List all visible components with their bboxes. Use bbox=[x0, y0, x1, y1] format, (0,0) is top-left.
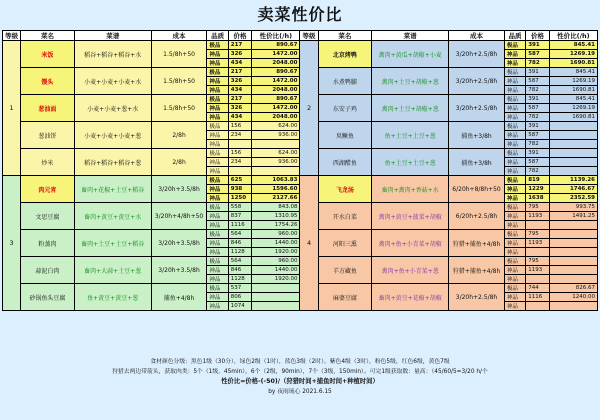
table-row bbox=[3, 41, 598, 50]
price-cell: 537 bbox=[228, 284, 252, 293]
recipe-cell: 畜肉+花椒+土豆+稻谷 bbox=[74, 176, 151, 203]
dish-name: 开水白菜 bbox=[318, 203, 372, 230]
recipe-cell: 小麦+小麦+葱+水 bbox=[74, 95, 151, 122]
cost-cell: 1.5/8h+50 bbox=[151, 41, 207, 68]
price-cell: 587 bbox=[526, 50, 550, 59]
quality-label: 神品 bbox=[207, 113, 228, 122]
price-cell: 1193 bbox=[526, 266, 550, 275]
value-cell: 1491.25 bbox=[549, 212, 597, 221]
quality-label: 神品 bbox=[504, 221, 525, 230]
quality-label: 神品 bbox=[504, 59, 525, 68]
quality-label: 神品 bbox=[504, 140, 525, 149]
table-body bbox=[3, 41, 598, 311]
quality-label: 神品 bbox=[207, 86, 228, 95]
price-cell: 938 bbox=[228, 185, 252, 194]
price-cell: 391 bbox=[526, 41, 550, 50]
dish-name: 飞龙汤 bbox=[318, 176, 372, 203]
header-quality: 品质 bbox=[504, 31, 525, 41]
cost-cell: 3/20h+2.5/8h bbox=[449, 284, 505, 311]
price-cell: 391 bbox=[526, 95, 550, 104]
value-cell bbox=[549, 266, 597, 275]
cost-cell: 3/20h+4/8h+50 bbox=[151, 203, 207, 230]
value-cell bbox=[549, 122, 597, 131]
cost-cell: 捕鱼+3/8h bbox=[449, 122, 505, 149]
value-cell: 2352.59 bbox=[549, 194, 597, 203]
dish-name: 炒米 bbox=[21, 149, 75, 176]
value-cell bbox=[549, 257, 597, 266]
value-cell: 1440.00 bbox=[252, 239, 300, 248]
value-cell: 1063.83 bbox=[252, 176, 300, 185]
cost-cell: 捕鱼+4/8h bbox=[151, 284, 207, 311]
dish-name: 文思豆腐 bbox=[21, 203, 75, 230]
value-cell bbox=[549, 239, 597, 248]
price-cell: 234 bbox=[228, 131, 252, 140]
price-cell: 587 bbox=[526, 158, 550, 167]
price-cell: 587 bbox=[526, 131, 550, 140]
recipe-cell: 小麦+小麦+小麦+水 bbox=[74, 68, 151, 95]
grade-cell: 1 bbox=[3, 41, 21, 176]
quality-label: 极品 bbox=[207, 122, 228, 131]
price-cell: 1193 bbox=[526, 239, 550, 248]
recipe-cell: 鱼+黄豆+黄豆+葱 bbox=[74, 284, 151, 311]
value-cell: 993.75 bbox=[549, 203, 597, 212]
dish-name: 葱油饼 bbox=[21, 122, 75, 149]
footer-author: by 夜雨琉心 2021.6.15 bbox=[268, 389, 332, 395]
header-quality: 品质 bbox=[207, 31, 228, 41]
recipe-cell: 小麦+小麦+小麦+葱 bbox=[74, 122, 151, 149]
quality-label: 极品 bbox=[207, 41, 228, 50]
quality-label: 极品 bbox=[504, 203, 525, 212]
cost-cell: 3/20h+3.5/8h bbox=[151, 176, 207, 203]
dish-name: 西湖醋鱼 bbox=[318, 149, 372, 176]
header-price: 价格 bbox=[526, 31, 550, 41]
cost-cell: 2/8h bbox=[151, 149, 207, 176]
value-cell: 845.41 bbox=[549, 68, 597, 77]
value-cell: 845.41 bbox=[549, 41, 597, 50]
quality-label: 神品 bbox=[207, 293, 228, 302]
price-cell: 587 bbox=[526, 104, 550, 113]
quality-label: 神品 bbox=[504, 167, 525, 176]
value-cell: 1690.81 bbox=[549, 59, 597, 68]
header-name: 菜名 bbox=[21, 31, 75, 41]
quality-label: 神品 bbox=[504, 266, 525, 275]
cost-cell: 2/8h bbox=[151, 122, 207, 149]
value-cell: 890.67 bbox=[252, 95, 300, 104]
recipe-cell: 畜肉+黄豆+黄豆+水 bbox=[74, 203, 151, 230]
footer-hunting-note: 狩猎去两边带箭头，获取肉类：5个（1级，45min），6个（2级，90min），7个（3级，150min）。可完1级获取数：量高：（45/60/5=3/20 h/个 bbox=[112, 369, 488, 375]
dish-name: 葱油面 bbox=[21, 95, 75, 122]
price-cell bbox=[526, 248, 550, 257]
quality-label: 神品 bbox=[504, 239, 525, 248]
price-cell: 837 bbox=[228, 212, 252, 221]
value-cell: 1472.00 bbox=[252, 104, 300, 113]
quality-label: 神品 bbox=[207, 140, 228, 149]
quality-label: 神品 bbox=[504, 86, 525, 95]
price-cell: 156 bbox=[228, 122, 252, 131]
header-grade: 等级 bbox=[300, 31, 318, 41]
quality-label: 神品 bbox=[504, 77, 525, 86]
value-cell: 1269.19 bbox=[549, 104, 597, 113]
price-cell: 1116 bbox=[228, 221, 252, 230]
cost-cell: 3/20h+3.5/8h bbox=[151, 257, 207, 284]
price-cell: 846 bbox=[228, 266, 252, 275]
quality-label: 极品 bbox=[504, 257, 525, 266]
quality-label: 极品 bbox=[504, 68, 525, 77]
value-cell: 843.08 bbox=[252, 203, 300, 212]
price-cell: 782 bbox=[526, 86, 550, 95]
quality-label: 神品 bbox=[207, 221, 228, 230]
price-cell: 806 bbox=[228, 293, 252, 302]
recipe-cell: 畜肉+禽肉+香菇+水 bbox=[372, 176, 449, 203]
header-cost: 成本 bbox=[449, 31, 505, 41]
quality-label: 神品 bbox=[207, 266, 228, 275]
quality-label: 极品 bbox=[207, 149, 228, 158]
price-cell: 782 bbox=[526, 113, 550, 122]
quality-label: 极品 bbox=[504, 149, 525, 158]
header-recipe: 菜谱 bbox=[74, 31, 151, 41]
value-cell: 1269.19 bbox=[549, 77, 597, 86]
quality-label: 极品 bbox=[207, 176, 228, 185]
cost-cell: 1.5/8h+50 bbox=[151, 95, 207, 122]
quality-label: 神品 bbox=[504, 185, 525, 194]
quality-label: 极品 bbox=[504, 284, 525, 293]
recipe-cell: 稻谷+稻谷+稻谷+水 bbox=[74, 41, 151, 68]
price-cell: 564 bbox=[228, 257, 252, 266]
value-cell: 960.00 bbox=[252, 230, 300, 239]
price-cell bbox=[526, 275, 550, 284]
recipe-cell: 鱼+土豆+土豆+葱 bbox=[372, 122, 449, 149]
footer-legend: 食材颜色分级：黑色1级（30分），绿色2级（1时），蓝色3级（2时），紫色4级（3时），粉色5级，红色6级，黄色7级 bbox=[150, 359, 450, 365]
quality-label: 神品 bbox=[504, 212, 525, 221]
dish-name: 东安子鸡 bbox=[318, 95, 372, 122]
quality-label: 极品 bbox=[504, 122, 525, 131]
value-cell: 936.00 bbox=[252, 158, 300, 167]
recipe-cell: 稻谷+稻谷+稻谷+葱 bbox=[74, 149, 151, 176]
price-cell: 1229 bbox=[526, 185, 550, 194]
price-cell: 217 bbox=[228, 41, 252, 50]
quality-label: 神品 bbox=[504, 158, 525, 167]
value-cell: 1920.00 bbox=[252, 248, 300, 257]
value-cell bbox=[549, 140, 597, 149]
price-cell bbox=[526, 302, 550, 311]
price-cell: 744 bbox=[526, 284, 550, 293]
price-cell: 217 bbox=[228, 68, 252, 77]
grade-cell: 3 bbox=[3, 176, 21, 311]
quality-label: 神品 bbox=[207, 248, 228, 257]
quality-label: 神品 bbox=[207, 167, 228, 176]
header-recipe: 菜谱 bbox=[372, 31, 449, 41]
cost-cell: 3/20h+3.5/8h bbox=[151, 230, 207, 257]
footer-formula: 性价比=价格-(-50)/（狩猎时间+捕鱼时间+种植时间） bbox=[221, 378, 379, 385]
value-cell bbox=[549, 149, 597, 158]
value-cell: 826.67 bbox=[549, 284, 597, 293]
price-cell: 326 bbox=[228, 50, 252, 59]
value-cell: 845.41 bbox=[549, 95, 597, 104]
price-cell: 1250 bbox=[228, 194, 252, 203]
quality-label: 神品 bbox=[207, 104, 228, 113]
price-cell: 326 bbox=[228, 104, 252, 113]
header-value: 性价比(/h) bbox=[252, 31, 300, 41]
cost-cell: 3/20h+2.5/8h bbox=[449, 68, 505, 95]
price-cell: 1116 bbox=[526, 293, 550, 302]
value-cell bbox=[549, 131, 597, 140]
value-cell: 936.00 bbox=[252, 131, 300, 140]
recipe-cell: 畜肉+土豆+土豆+稻谷 bbox=[74, 230, 151, 257]
recipe-cell: 禽肉+鱼+小青菜+胡椒 bbox=[372, 230, 449, 257]
price-cell: 234 bbox=[228, 158, 252, 167]
value-cell bbox=[549, 302, 597, 311]
value-cell bbox=[549, 230, 597, 239]
price-cell: 217 bbox=[228, 95, 252, 104]
dish-name: 羊方藏鱼 bbox=[318, 257, 372, 284]
cost-cell: 捕鱼+3/8h bbox=[449, 149, 505, 176]
value-cell bbox=[549, 167, 597, 176]
dish-name: 粉蒸肉 bbox=[21, 230, 75, 257]
value-cell: 890.67 bbox=[252, 41, 300, 50]
price-cell: 391 bbox=[526, 149, 550, 158]
value-cell: 1596.60 bbox=[252, 185, 300, 194]
value-cell: 960.00 bbox=[252, 257, 300, 266]
value-cell: 2048.00 bbox=[252, 59, 300, 68]
dish-name: 河阳三熏 bbox=[318, 230, 372, 257]
quality-label: 神品 bbox=[207, 302, 228, 311]
dish-name: 砂锅鱼头豆腐 bbox=[21, 284, 75, 311]
value-cell: 2048.00 bbox=[252, 113, 300, 122]
quality-label: 神品 bbox=[207, 239, 228, 248]
value-cell: 1920.00 bbox=[252, 275, 300, 284]
value-cell: 1472.00 bbox=[252, 77, 300, 86]
value-cell bbox=[252, 284, 300, 293]
recipe-cell: 禽肉+土豆+胡椒+葱 bbox=[372, 95, 449, 122]
page-title: 卖菜性价比 bbox=[257, 5, 343, 24]
price-cell: 625 bbox=[228, 176, 252, 185]
table-row bbox=[3, 176, 598, 185]
price-cell bbox=[228, 140, 252, 149]
value-cell: 1690.81 bbox=[549, 113, 597, 122]
grade-cell: 4 bbox=[300, 176, 318, 311]
cost-cell: 3/20h+2.5/8h bbox=[449, 41, 505, 68]
quality-label: 神品 bbox=[207, 59, 228, 68]
price-cell bbox=[526, 221, 550, 230]
price-cell: 1193 bbox=[526, 212, 550, 221]
price-cell: 782 bbox=[526, 167, 550, 176]
header-name: 菜名 bbox=[318, 31, 372, 41]
quality-label: 极品 bbox=[207, 230, 228, 239]
quality-label: 神品 bbox=[207, 275, 228, 284]
price-cell bbox=[228, 167, 252, 176]
recipe-cell: 禽肉+土豆+胡椒+葱 bbox=[372, 68, 449, 95]
value-cell bbox=[252, 167, 300, 176]
header-price: 价格 bbox=[228, 31, 252, 41]
price-cell: 1638 bbox=[526, 194, 550, 203]
quality-label: 极品 bbox=[207, 257, 228, 266]
value-cell bbox=[252, 140, 300, 149]
quality-label: 极品 bbox=[504, 95, 525, 104]
dish-name: 肉元宵 bbox=[21, 176, 75, 203]
dish-name: 北京烤鸭 bbox=[318, 41, 372, 68]
quality-label: 神品 bbox=[504, 275, 525, 284]
header-row bbox=[3, 31, 598, 41]
value-cell: 1472.00 bbox=[252, 50, 300, 59]
recipe-cell: 畜肉+大蒜+土豆+葱 bbox=[74, 257, 151, 284]
dish-name: 蒜泥白肉 bbox=[21, 257, 75, 284]
quality-label: 神品 bbox=[504, 194, 525, 203]
price-cell: 795 bbox=[526, 203, 550, 212]
footer bbox=[0, 357, 600, 397]
quality-label: 神品 bbox=[207, 77, 228, 86]
quality-label: 神品 bbox=[207, 185, 228, 194]
quality-label: 神品 bbox=[504, 50, 525, 59]
price-cell: 558 bbox=[228, 203, 252, 212]
value-cell bbox=[549, 221, 597, 230]
dish-name: 臭鳜鱼 bbox=[318, 122, 372, 149]
value-cell bbox=[549, 248, 597, 257]
quality-label: 神品 bbox=[207, 194, 228, 203]
price-cell: 1074 bbox=[228, 302, 252, 311]
recipe-cell: 禽肉+黄瓜+胡椒+小麦 bbox=[372, 41, 449, 68]
header-value: 性价比(/h) bbox=[549, 31, 597, 41]
cost-cell: 3/20h+2.5/8h bbox=[449, 95, 505, 122]
value-cell: 1310.95 bbox=[252, 212, 300, 221]
value-cell bbox=[549, 158, 597, 167]
grade-cell: 2 bbox=[300, 41, 318, 176]
value-cell: 2127.66 bbox=[252, 194, 300, 203]
quality-label: 神品 bbox=[207, 50, 228, 59]
dish-name: 米饭 bbox=[21, 41, 75, 68]
price-cell: 326 bbox=[228, 77, 252, 86]
quality-label: 神品 bbox=[207, 212, 228, 221]
price-cell: 434 bbox=[228, 86, 252, 95]
quality-label: 神品 bbox=[504, 113, 525, 122]
quality-label: 极品 bbox=[504, 176, 525, 185]
quality-label: 神品 bbox=[504, 104, 525, 113]
quality-label: 极品 bbox=[207, 284, 228, 293]
dish-name: 馒头 bbox=[21, 68, 75, 95]
price-cell: 434 bbox=[228, 59, 252, 68]
quality-label: 神品 bbox=[504, 131, 525, 140]
cost-cell: 1.5/8h+50 bbox=[151, 68, 207, 95]
dish-name: 麻婆豆腐 bbox=[318, 284, 372, 311]
price-cell: 795 bbox=[526, 230, 550, 239]
value-cell: 1754.26 bbox=[252, 221, 300, 230]
recipe-cell: 鱼+土豆+土豆+葱 bbox=[372, 149, 449, 176]
cost-cell: 狩猎+捕鱼+4/8h bbox=[449, 230, 505, 257]
recipe-cell: 禽肉+鱼+小青菜+葱 bbox=[372, 257, 449, 284]
value-cell: 1440.00 bbox=[252, 266, 300, 275]
value-cell: 1139.26 bbox=[549, 176, 597, 185]
value-cell bbox=[252, 302, 300, 311]
recipe-cell: 禽肉+黄豆+菠菜+胡椒 bbox=[372, 203, 449, 230]
price-table bbox=[2, 30, 598, 311]
value-cell: 1690.81 bbox=[549, 86, 597, 95]
quality-label: 神品 bbox=[504, 293, 525, 302]
quality-label: 极品 bbox=[207, 95, 228, 104]
quality-label: 极品 bbox=[504, 41, 525, 50]
price-cell: 434 bbox=[228, 113, 252, 122]
value-cell: 1240.00 bbox=[549, 293, 597, 302]
dish-name: 水煮鸭脯 bbox=[318, 68, 372, 95]
price-cell: 391 bbox=[526, 122, 550, 131]
price-cell: 819 bbox=[526, 176, 550, 185]
price-cell: 846 bbox=[228, 239, 252, 248]
cost-cell: 6/20h+2.5/8h bbox=[449, 203, 505, 230]
price-cell: 564 bbox=[228, 230, 252, 239]
price-cell: 1128 bbox=[228, 275, 252, 284]
header-cost: 成本 bbox=[151, 31, 207, 41]
value-cell: 1269.19 bbox=[549, 50, 597, 59]
price-cell: 587 bbox=[526, 77, 550, 86]
value-cell: 2048.00 bbox=[252, 86, 300, 95]
value-cell: 624.00 bbox=[252, 149, 300, 158]
quality-label: 极品 bbox=[207, 68, 228, 77]
quality-label: 极品 bbox=[504, 230, 525, 239]
quality-label: 神品 bbox=[504, 248, 525, 257]
price-cell: 391 bbox=[526, 68, 550, 77]
price-cell: 156 bbox=[228, 149, 252, 158]
recipe-cell: 畜肉+黄豆+花椒+胡椒 bbox=[372, 284, 449, 311]
quality-label: 神品 bbox=[207, 158, 228, 167]
price-cell: 795 bbox=[526, 257, 550, 266]
quality-label: 神品 bbox=[504, 302, 525, 311]
value-cell: 624.00 bbox=[252, 122, 300, 131]
price-cell: 782 bbox=[526, 59, 550, 68]
quality-label: 极品 bbox=[207, 203, 228, 212]
price-cell: 1128 bbox=[228, 248, 252, 257]
value-cell bbox=[549, 275, 597, 284]
price-cell: 782 bbox=[526, 140, 550, 149]
value-cell: 890.67 bbox=[252, 68, 300, 77]
value-cell: 1746.67 bbox=[549, 185, 597, 194]
cost-cell: 6/20h+8/8h+50 bbox=[449, 176, 505, 203]
quality-label: 神品 bbox=[207, 131, 228, 140]
value-cell bbox=[252, 293, 300, 302]
header-grade: 等级 bbox=[3, 31, 21, 41]
cost-cell: 狩猎+捕鱼+4/8h bbox=[449, 257, 505, 284]
